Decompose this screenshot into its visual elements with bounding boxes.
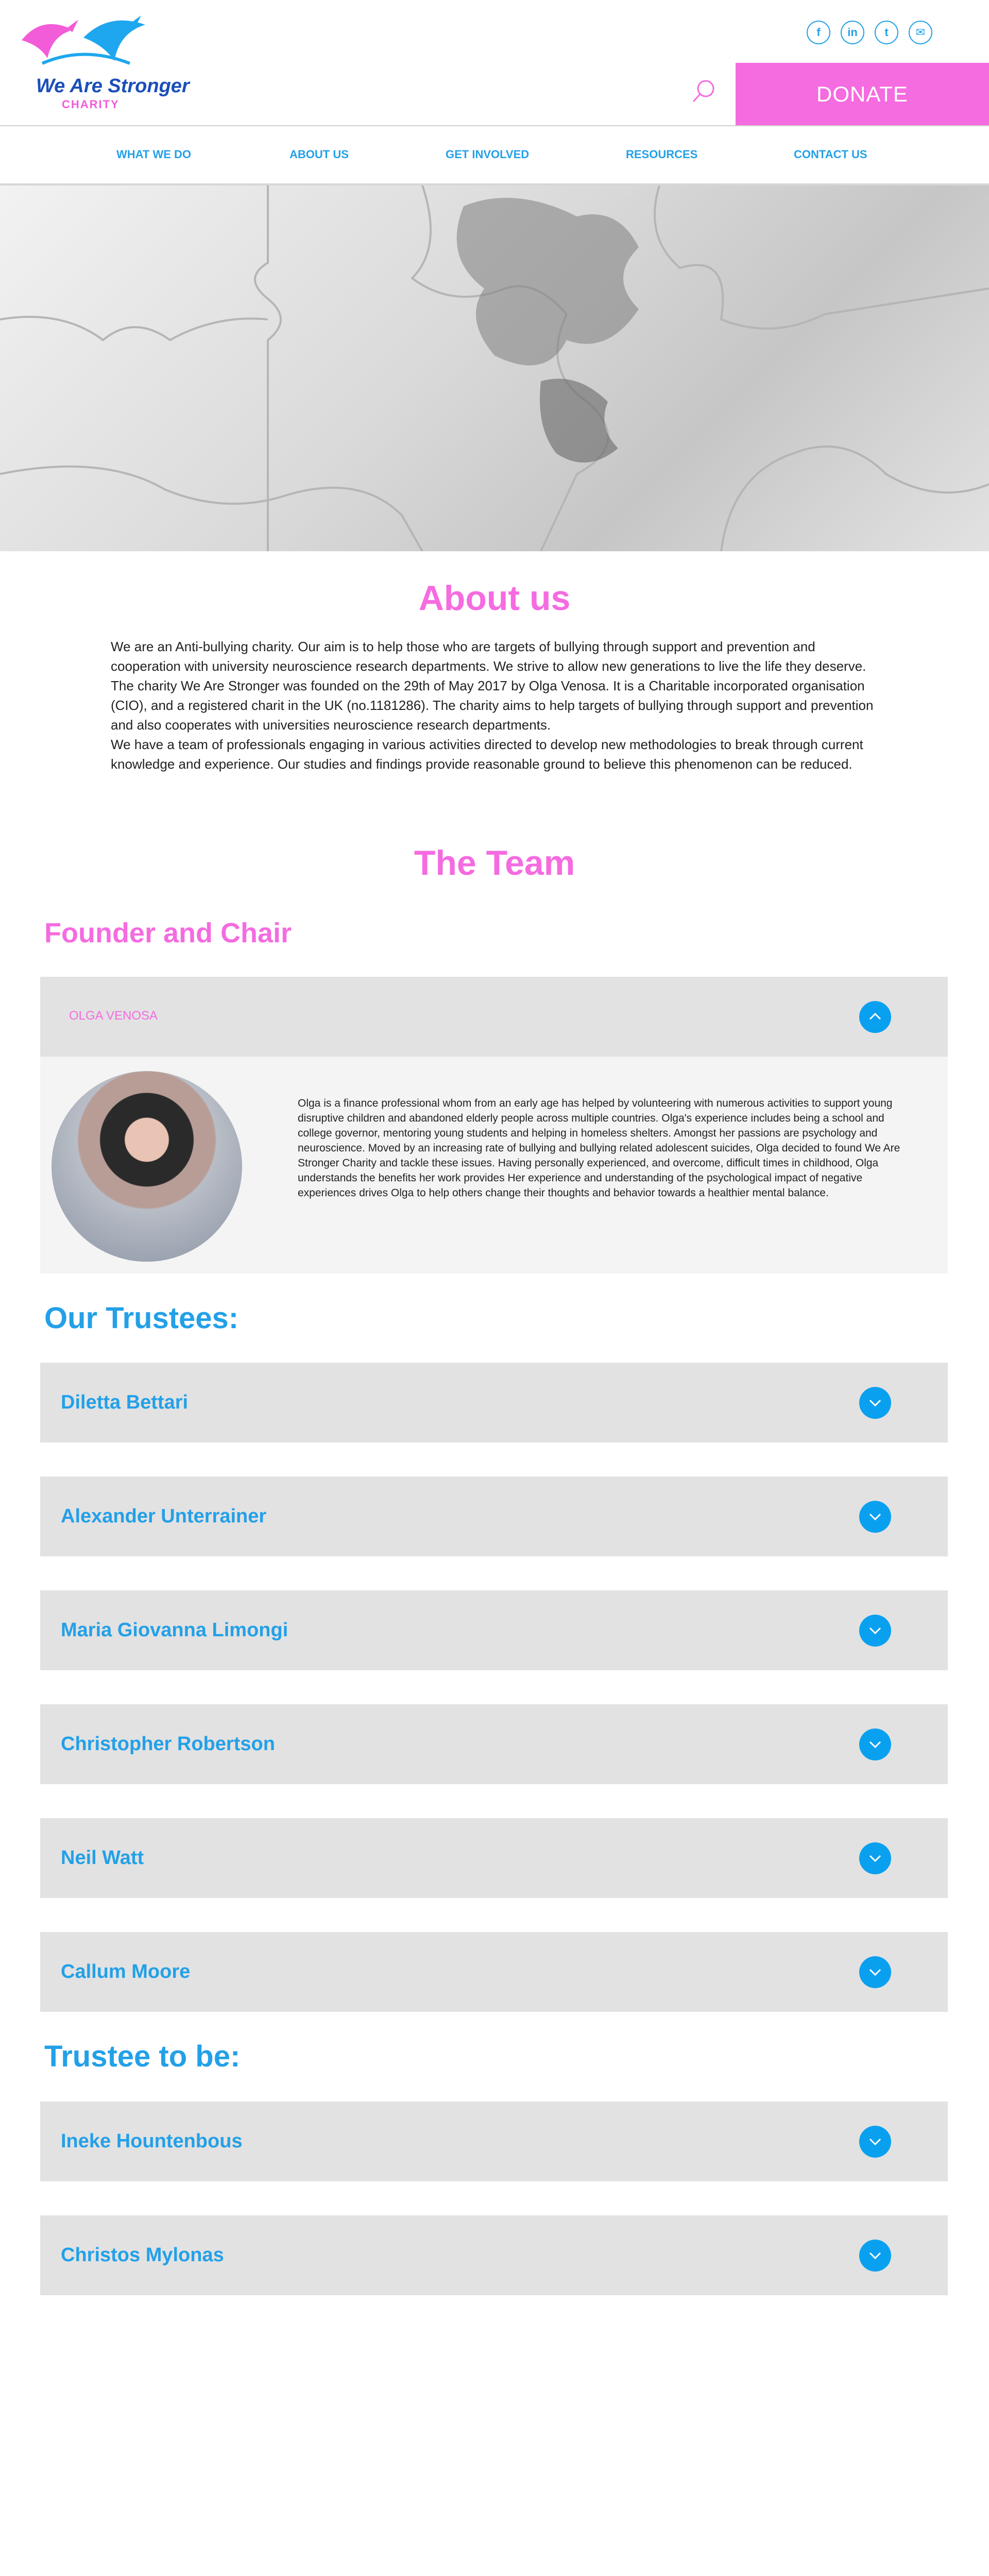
- trustee-to-be-accordion[interactable]: [40, 2102, 948, 2181]
- trustee-accordion[interactable]: [40, 1932, 948, 2012]
- chevron-down-icon[interactable]: [859, 1728, 891, 1760]
- email-icon[interactable]: ✉: [909, 21, 932, 44]
- twitter-icon[interactable]: t: [875, 21, 898, 44]
- nav-item-about-us[interactable]: ABOUT US: [289, 148, 349, 161]
- chevron-down-icon[interactable]: [859, 1956, 891, 1988]
- chevron-down-icon[interactable]: [859, 1842, 891, 1874]
- facebook-icon[interactable]: f: [807, 21, 830, 44]
- trustee-accordion[interactable]: [40, 1477, 948, 1556]
- hero-image-puzzle: [0, 185, 989, 551]
- about-paragraph: We have a team of professionals engaging in various activities directed to develop new methodologies to break through current knowledge and experience. Our studies and findings provide reasonable ground to believe this phenomenon can be reduced.: [111, 737, 863, 772]
- logo-name: We Are Stronger: [36, 75, 190, 97]
- team-title: The Team: [414, 843, 575, 883]
- founder-bio: Olga is a finance professional whom from an early age has helped by volunteering with numerous activities to support young disruptive children and abandoned elderly people across multiple countries. Olga's experience includes being a school and college governor, mentoring young students and helping in homeless shelters. Amongst her passions are psychology and neuroscience. Moved by an increasing rate of bullying and bullying related adolescent suicides, Olga decided to found We Are Stronger Charity and tackle these issues. Having personally experienced, and overcome, difficult times in childhood, Olga understands the benefits her work provides Her experience and understanding of the psychological impact of negative experiences drives Olga to help others change their thoughts and behavior towards a healthier mental balance.: [298, 1097, 900, 1199]
- nav-item-what-we-do[interactable]: WHAT WE DO: [116, 148, 192, 161]
- nav-item-contact-us[interactable]: CONTACT US: [794, 148, 867, 161]
- chevron-down-icon[interactable]: [859, 1615, 891, 1647]
- chevron-down-icon[interactable]: [859, 1501, 891, 1533]
- trustee-name: Ineke Hountenbous: [61, 2130, 243, 2152]
- header-social-links: [807, 21, 932, 44]
- logo-tagline: CHARITY: [62, 98, 120, 111]
- trustees-heading: Our Trustees:: [44, 1301, 239, 1335]
- founder-accordion-panel: [40, 1057, 948, 1274]
- site-logo[interactable]: [11, 9, 190, 112]
- founder-photo: [52, 1071, 242, 1262]
- trustee-name: Neil Watt: [61, 1847, 144, 1869]
- chevron-up-icon[interactable]: [859, 1001, 891, 1033]
- trustee-accordion[interactable]: [40, 1363, 948, 1443]
- trustee-to-be-heading: Trustee to be:: [44, 2040, 241, 2073]
- chevron-down-icon[interactable]: [859, 2126, 891, 2158]
- founder-name: OLGA VENOSA: [69, 1009, 158, 1023]
- donate-button[interactable]: DONATE: [736, 63, 989, 125]
- about-text: [111, 637, 889, 774]
- about-title: About us: [418, 579, 571, 618]
- chevron-down-icon[interactable]: [859, 2240, 891, 2272]
- trustee-name: Maria Giovanna Limongi: [61, 1619, 288, 1641]
- puzzle-pieces-illustration: [0, 185, 989, 551]
- linkedin-icon[interactable]: in: [841, 21, 864, 44]
- trustee-name: Alexander Unterrainer: [61, 1505, 267, 1527]
- about-paragraph: We are an Anti-bullying charity. Our aim is to help those who are targets of bullying through support and prevention and cooperation with university neuroscience research departments. We strive to allow new generations to live the life they deserve.: [111, 639, 866, 674]
- search-icon[interactable]: [691, 78, 717, 104]
- trustee-name: Callum Moore: [61, 1961, 191, 1982]
- logo-figures-icon: [11, 9, 161, 76]
- trustee-name: Christos Mylonas: [61, 2244, 224, 2266]
- about-paragraph: The charity We Are Stronger was founded on the 29th of May 2017 by Olga Venosa. It is a Charitable incorporated organisation (CIO), and a registered charit in the UK (no.1181286). The charity aims to help targets of bullying through support and prevention and also cooperates with universities neuroscience research departments.: [111, 678, 874, 733]
- trustee-name: Christopher Robertson: [61, 1733, 275, 1755]
- founder-accordion-header[interactable]: [40, 977, 948, 1057]
- nav-item-resources[interactable]: RESOURCES: [626, 148, 698, 161]
- nav-item-get-involved[interactable]: GET INVOLVED: [446, 148, 530, 161]
- main-nav: [0, 126, 989, 185]
- trustee-accordion[interactable]: [40, 1590, 948, 1670]
- trustee-to-be-accordion[interactable]: [40, 2215, 948, 2295]
- trustee-name: Diletta Bettari: [61, 1392, 189, 1413]
- chevron-down-icon[interactable]: [859, 1387, 891, 1419]
- founder-heading: Founder and Chair: [44, 918, 292, 948]
- site-header: [0, 0, 989, 126]
- trustee-accordion[interactable]: [40, 1704, 948, 1784]
- trustee-accordion[interactable]: [40, 1818, 948, 1898]
